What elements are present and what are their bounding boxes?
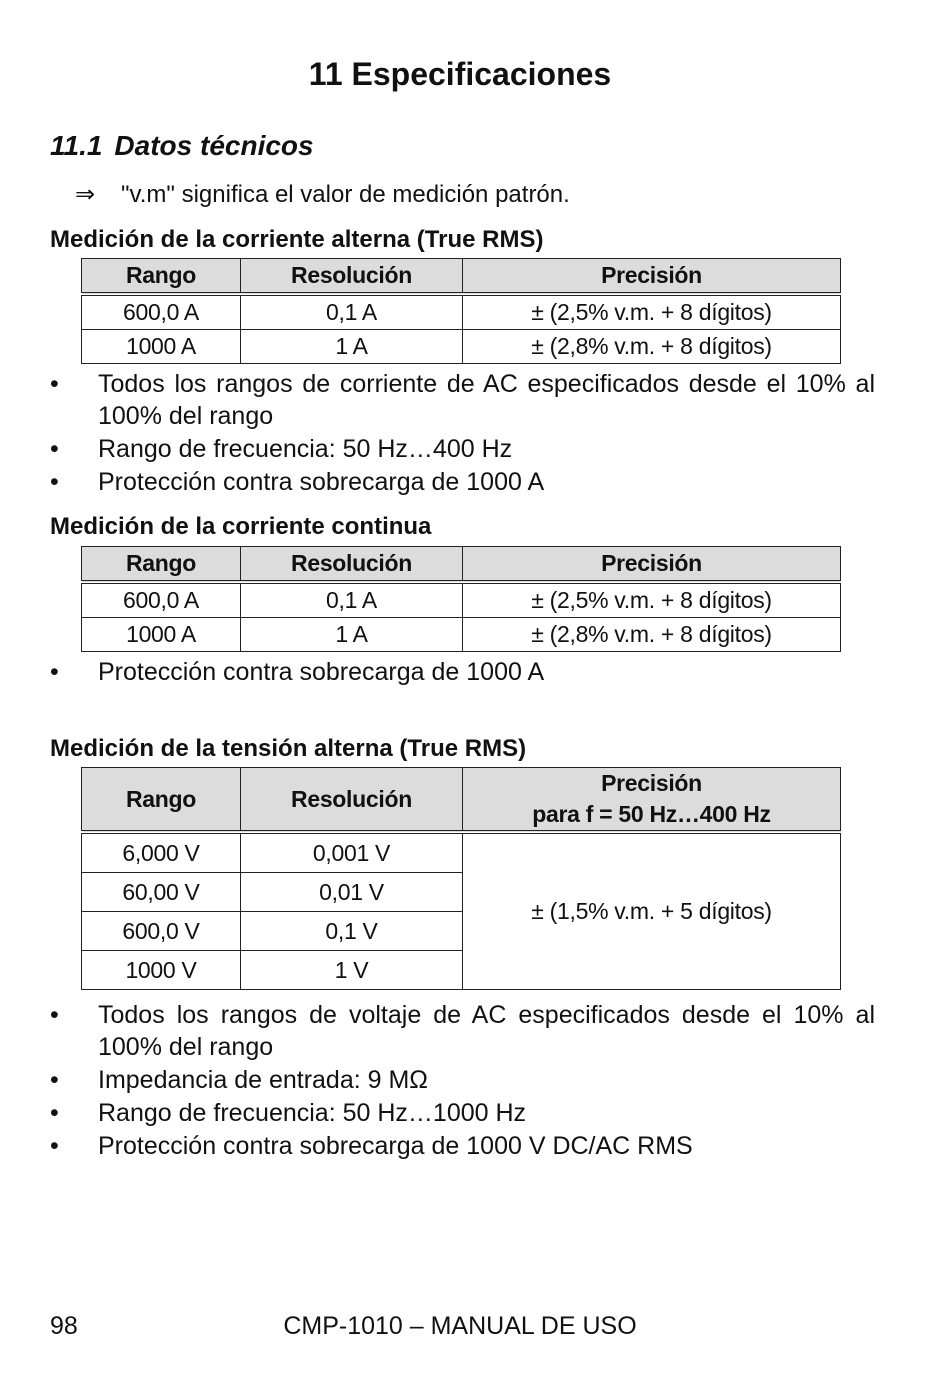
note-text: "v.m" significa el valor de medición patrón. — [121, 181, 570, 208]
cell-range: 600,0 A — [82, 582, 241, 618]
cell-accuracy-merged: ± (1,5% v.m. + 5 dígitos) — [463, 832, 841, 990]
list-item: • Protección contra sobrecarga de 1000 A — [50, 658, 545, 686]
dc-current-notes — [50, 656, 875, 689]
list-item: • Rango de frecuencia: 50 Hz…1000 Hz — [50, 1099, 527, 1127]
bullet-icon: • — [50, 1066, 59, 1094]
header-accuracy — [463, 768, 841, 833]
table-row — [82, 832, 841, 873]
table-row — [82, 582, 841, 618]
list-item: • Protección contra sobrecarga de 1000 V DC/AC RMS — [50, 1132, 693, 1160]
cell-range: 1000 A — [82, 330, 241, 364]
header-accuracy-frequency: para f = 50 Hz…400 Hz — [532, 801, 771, 827]
header-range: Rango — [82, 547, 241, 583]
page-number: 98 — [50, 1312, 78, 1340]
header-resolution: Resolución — [241, 259, 463, 295]
ac-voltage-table — [81, 767, 841, 990]
header-range: Rango — [82, 259, 241, 295]
list-item: • Protección contra sobrecarga de 1000 A — [50, 468, 545, 496]
header-range: Rango — [82, 768, 241, 833]
cell-range: 60,00 V — [82, 873, 241, 912]
cell-resolution: 0,01 V — [241, 873, 463, 912]
list-item: • Todos los rangos de voltaje de AC especificados desde el 10% al 100% del rango — [50, 1001, 875, 1061]
ac-current-table — [81, 258, 841, 364]
table-row — [82, 618, 841, 652]
header-accuracy: Precisión — [463, 259, 841, 295]
ac-voltage-notes — [50, 999, 875, 1163]
bullet-icon: • — [50, 658, 59, 686]
cell-accuracy: ± (2,8% v.m. + 8 dígitos) — [463, 330, 841, 364]
section-number: 11.1 — [50, 130, 103, 161]
cell-accuracy: ± (2,5% v.m. + 8 dígitos) — [463, 582, 841, 618]
cell-resolution: 1 A — [241, 330, 463, 364]
list-item: • Rango de frecuencia: 50 Hz…400 Hz — [50, 435, 513, 463]
cell-range: 6,000 V — [82, 832, 241, 873]
cell-resolution: 1 V — [241, 951, 463, 990]
bullet-icon: • — [50, 370, 59, 398]
implies-arrow-icon: ⇒ — [75, 181, 96, 208]
header-accuracy-title: Precisión — [601, 770, 702, 796]
chapter-title: 11 Especificaciones — [308, 56, 612, 92]
cell-range: 600,0 A — [82, 294, 241, 330]
manual-title: CMP-1010 – MANUAL DE USO — [283, 1312, 637, 1340]
table-header-row — [82, 768, 841, 833]
section-title: Datos técnicos — [114, 130, 314, 161]
ac-voltage-heading: Medición de la tensión alterna (True RMS) — [50, 735, 527, 762]
bullet-icon: • — [50, 1001, 59, 1029]
ac-current-notes — [50, 368, 875, 499]
table-row — [82, 330, 841, 364]
table-header-row — [82, 259, 841, 295]
cell-range: 1000 A — [82, 618, 241, 652]
list-item: • Todos los rangos de corriente de AC especificados desde el 10% al 100% del rango — [50, 370, 875, 430]
cell-range: 600,0 V — [82, 912, 241, 951]
table-header-row — [82, 547, 841, 583]
table-row — [82, 294, 841, 330]
dc-current-heading: Medición de la corriente continua — [50, 513, 432, 540]
note — [75, 180, 570, 209]
dc-current-table — [81, 546, 841, 652]
cell-resolution: 1 A — [241, 618, 463, 652]
cell-resolution: 0,001 V — [241, 832, 463, 873]
header-accuracy: Precisión — [463, 547, 841, 583]
cell-resolution: 0,1 V — [241, 912, 463, 951]
header-resolution: Resolución — [241, 547, 463, 583]
cell-range: 1000 V — [82, 951, 241, 990]
list-item: • Impedancia de entrada: 9 MΩ — [50, 1066, 428, 1094]
header-resolution: Resolución — [241, 768, 463, 833]
cell-resolution: 0,1 A — [241, 294, 463, 330]
cell-accuracy: ± (2,8% v.m. + 8 dígitos) — [463, 618, 841, 652]
bullet-icon: • — [50, 1132, 59, 1160]
cell-accuracy: ± (2,5% v.m. + 8 dígitos) — [463, 294, 841, 330]
section-heading — [50, 130, 314, 162]
bullet-icon: • — [50, 1099, 59, 1127]
cell-resolution: 0,1 A — [241, 582, 463, 618]
bullet-icon: • — [50, 435, 59, 463]
ac-current-heading: Medición de la corriente alterna (True RMS) — [50, 226, 544, 253]
bullet-icon: • — [50, 468, 59, 496]
